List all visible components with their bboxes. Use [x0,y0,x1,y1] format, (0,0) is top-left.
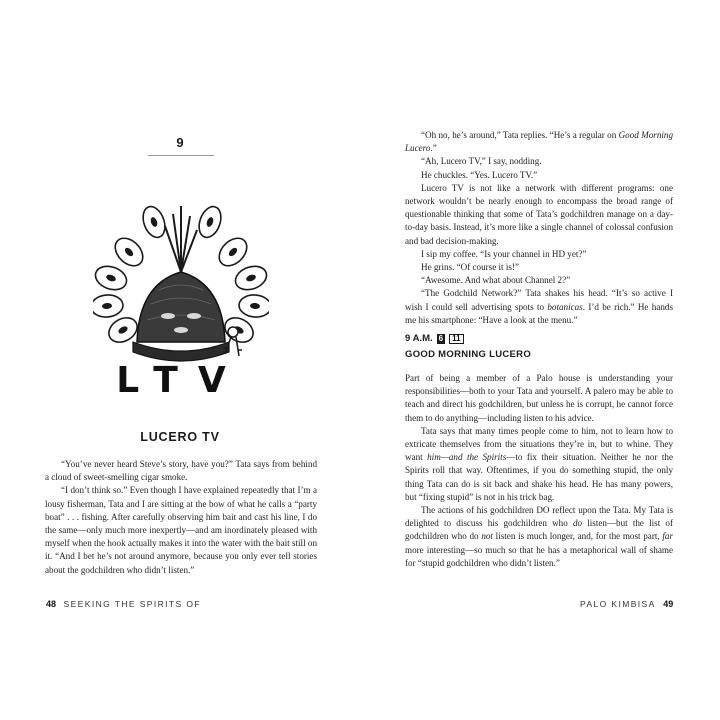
paragraph: Part of being a member of a Palo house is understanding your responsibilities—both to your Tata and yourself. A palero may be able to teach and direct his godchildren, but unless he is corrupt, he cannot force them to do anything—including listen to his advice. [405,373,673,423]
channel-badge: 11 [449,334,463,344]
footer-left [46,599,201,609]
chapter-number: 9 [176,135,184,150]
left-body-text [45,458,317,577]
lucero-tv-logo-illustration [93,192,269,398]
page-number: 48 [46,599,57,609]
show-time-heading [405,333,464,344]
right-top-text [405,129,673,327]
show-time: 9 A.M. [405,333,433,344]
paragraph: I sip my coffee. “Is your channel in HD yet?” [421,248,587,259]
paragraph: “The Godchild Network?” Tata shakes his head. “It’s so active I wish I could sell advertising spots to botanicas. I’d be rich.” He hands me his smartphone: “Have a look at the menu.” [405,288,673,325]
paragraph: He chuckles. “Yes. Lucero TV.” [421,169,538,180]
channel-badge: 6 [438,333,444,343]
running-title: SEEKING THE SPIRITS OF [63,599,201,609]
page-number: 49 [663,599,674,609]
show-title: GOOD MORNING LUCERO [405,349,532,360]
running-title: PALO KIMBISA [580,599,656,609]
paragraph: “I don’t think so.” Even though I have explained repeatedly that I’m a lousy fisherman, Tata and I are sitting at the bow of what he calls a “party boat” . . . fishing. After carefully observing him bait and cast his line, I do the same—only much more inexpertly—and am inordinately pleased with myself when the hook actually makes it into the water with the bait still on it. “And I bet he’s not around anymore, because you only ever tell stories about the godchildren who didn’t listen.” [45,485,317,575]
chapter-rule [148,155,214,156]
paragraph: The actions of his godchildren DO reflect upon the Tata. My Tata is delighted to discuss his godchildren who do listen—but the list of godchildren who do not listen is much longer, and, for the most part, far more interesting—so much so that he has a metaphorical wall of shame for “stupid godchildren who didn’t listen.” [405,505,674,568]
paragraph: “You’ve never heard Steve’s story, have you?” Tata says from behind a cloud of sweet-smelling cigar smoke. [45,459,317,483]
footer-right [580,599,673,609]
paragraph: “Ah, Lucero TV,” I say, nodding. [421,156,542,167]
paragraph: Lucero TV is not like a network with different programs: one network wouldn’t be nearly enough to encompass the broad range of questionable thinking that some of Tata’s godchildren manage on a day-to-day basis. Instead, it’s more like a single channel of colossal confusion and bad decision-making. [405,182,673,246]
paragraph: He grins. “Of course it is!” [421,262,519,273]
right-page [360,0,720,720]
logo-text: LTV [116,360,246,398]
paragraph: “Awesome. And what about Channel 2?” [421,275,571,286]
paragraph: Tata says that many times people come to him, not to learn how to extricate themselves from the situations they’re in, but to whine. They want him—and the Spirits—to fix their situation. Neither he nor the Spirits roll that way. Oftentimes, if you do something stupid, the only thing Tata can do is sit back and shake his head. He has many powers, but “fixing stupid” is not in his trick bag. [405,425,673,502]
section-title: LUCERO TV [140,430,220,444]
paragraph: “Oh no, he’s around,” Tata replies. “He’s a regular on Good Morning Lucero.” [405,130,673,154]
